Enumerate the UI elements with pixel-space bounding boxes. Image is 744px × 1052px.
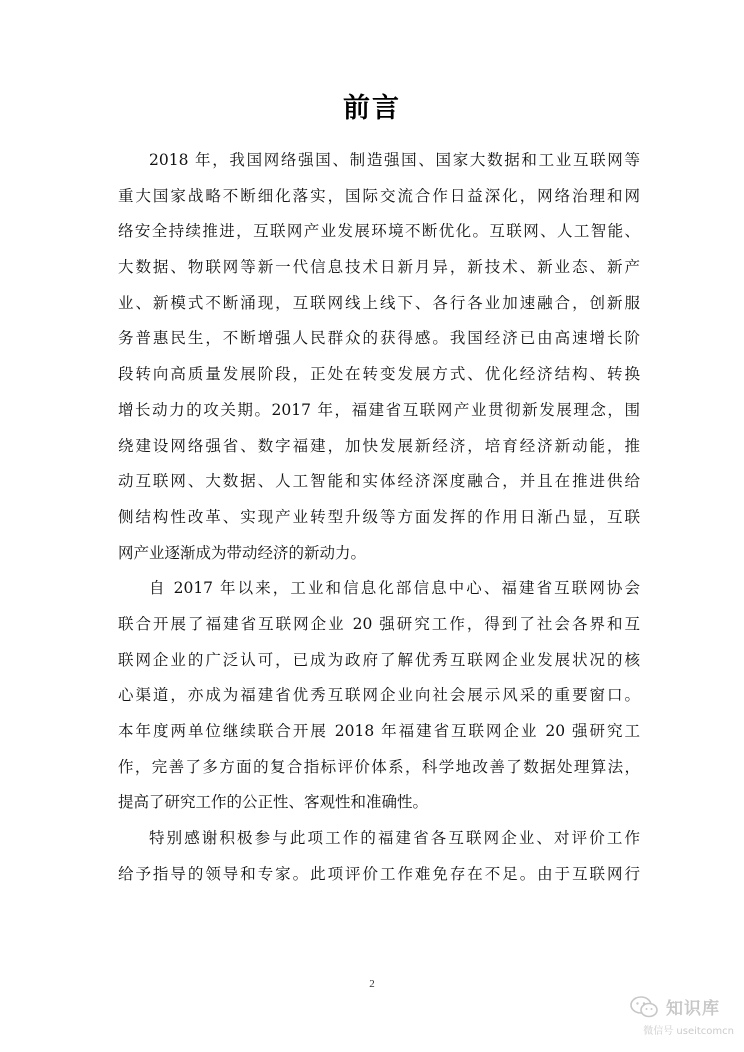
text-line: 本年度两单位继续联合开展 2018 年福建省互联网企业 20 强研究工 bbox=[118, 722, 640, 740]
watermark bbox=[614, 994, 734, 1042]
text-line: 增长动力的攻关期。2017 年，福建省互联网产业贯彻新发展理念，围 bbox=[118, 400, 640, 419]
text-line: 特别感谢积极参与此项工作的福建省各互联网企业、对评价工作 bbox=[149, 829, 640, 848]
body-text bbox=[118, 148, 640, 897]
paragraph-2 bbox=[118, 576, 640, 826]
text-line: 自 2017 年以来，工业和信息化部信息中心、福建省互联网协会 bbox=[149, 579, 640, 598]
text-line: 业、新模式不断涌现，互联网线上线下、各行各业加速融合，创新服 bbox=[118, 293, 640, 312]
text-line: 提高了研究工作的公正性、客观性和准确性。 bbox=[118, 793, 429, 812]
watermark-subtitle: 微信号 useitcomcn bbox=[643, 1026, 734, 1037]
text-line: 段转向高质量发展阶段，正处在转变发展方式、优化经济结构、转换 bbox=[118, 365, 640, 384]
text-line: 心渠道，亦成为福建省优秀互联网企业向社会展示风采的重要窗口。 bbox=[118, 686, 640, 705]
text-line: 务普惠民生，不断增强人民群众的获得感。我国经济已由高速增长阶 bbox=[118, 329, 640, 348]
text-line: 联合开展了福建省互联网企业 20 强研究工作，得到了社会各界和互 bbox=[118, 614, 640, 633]
text-line: 动互联网、大数据、人工智能和实体经济深度融合，并且在推进供给 bbox=[118, 472, 640, 491]
text-line: 重大国家战略不断细化落实，国际交流合作日益深化，网络治理和网 bbox=[118, 186, 640, 205]
text-line: 作，完善了多方面的复合指标评价体系，科学地改善了数据处理算法， bbox=[118, 757, 640, 776]
text-line: 络安全持续推进，互联网产业发展环境不断优化。互联网、人工智能、 bbox=[118, 222, 640, 241]
text-line: 联网企业的广泛认可，已成为政府了解优秀互联网企业发展状况的核 bbox=[118, 650, 640, 669]
text-line: 网产业逐渐成为带动经济的新动力。 bbox=[118, 543, 367, 562]
text-line: 大数据、物联网等新一代信息技术日新月异，新技术、新业态、新产 bbox=[118, 258, 640, 277]
watermark-name: 知识库 bbox=[666, 999, 720, 1019]
paragraph-3 bbox=[118, 826, 640, 897]
text-line: 给予指导的领导和专家。此项评价工作难免存在不足。由于互联网行 bbox=[118, 864, 640, 883]
text-line: 绕建设网络强省、数字福建，加快发展新经济，培育经济新动能，推 bbox=[118, 436, 640, 455]
paragraph-1 bbox=[118, 148, 640, 576]
text-line: 侧结构性改革、实现产业转型升级等方面发挥的作用日渐凸显，互联 bbox=[118, 507, 640, 526]
text-line: 2018 年，我国网络强国、制造强国、国家大数据和工业互联网等 bbox=[149, 151, 640, 169]
page-title: 前言 bbox=[343, 93, 401, 124]
page-number: 2 bbox=[369, 978, 375, 990]
wechat-logo-icon bbox=[630, 996, 658, 1018]
